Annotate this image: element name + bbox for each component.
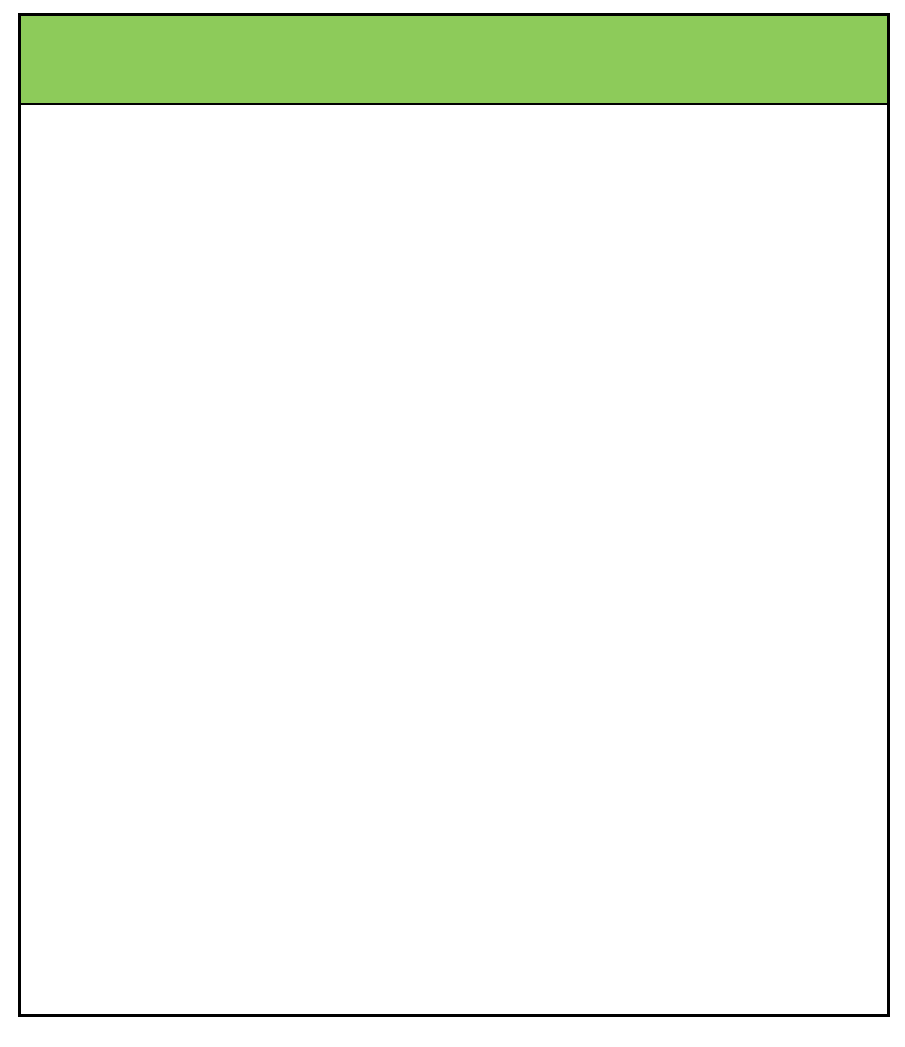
fixtures-sheet bbox=[18, 13, 890, 1017]
title-banner bbox=[21, 16, 887, 105]
